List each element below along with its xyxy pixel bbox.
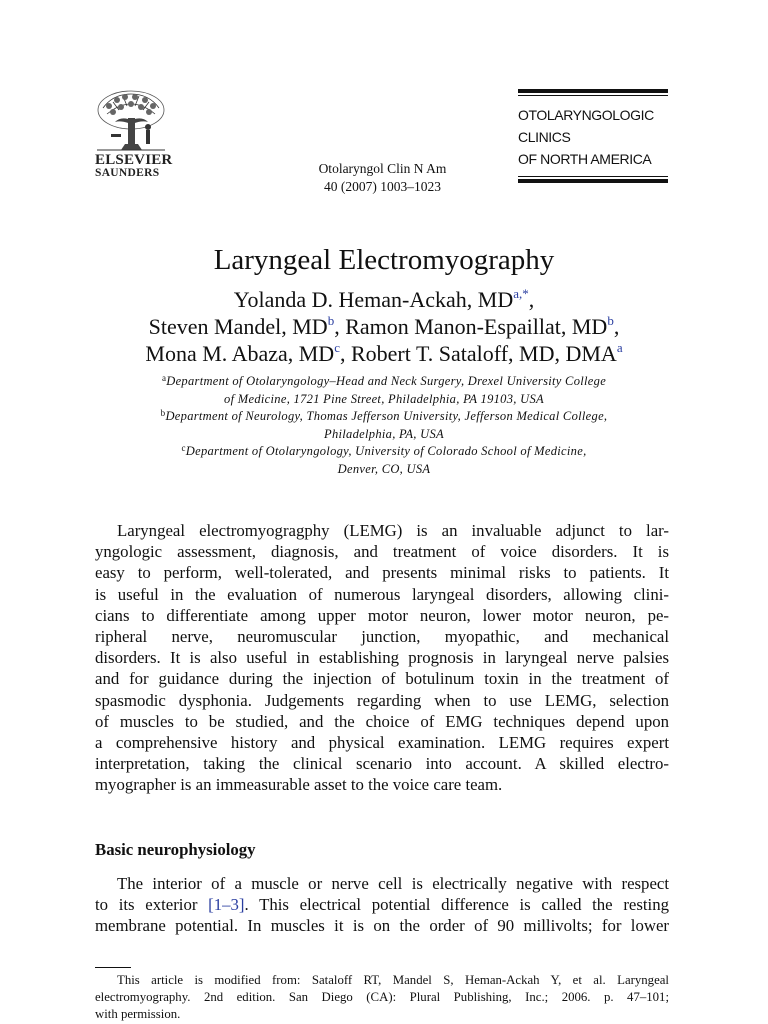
author-affiliation-mark[interactable]: b bbox=[327, 313, 335, 328]
reference-link[interactable]: [1–3] bbox=[208, 895, 245, 915]
journal-masthead bbox=[518, 89, 668, 183]
author-line: Yolanda D. Heman-Ackah, $MD^{a,*}$, bbox=[233, 286, 535, 312]
abstract-line: spasmodic dysphonia. Judgements regarding when to use LEMG, selection bbox=[95, 690, 669, 710]
journal-citation bbox=[290, 160, 475, 196]
masthead-bottom-thin-rule bbox=[518, 176, 668, 177]
abstract-line: disorders. It is also useful in establishing prognosis in laryngeal nerve palsies bbox=[95, 648, 669, 668]
section-line: The interior of a muscle or nerve cell is electrically negative with respect bbox=[117, 874, 669, 893]
author-affiliation-mark[interactable]: a bbox=[616, 340, 623, 355]
publisher-logo bbox=[95, 88, 173, 179]
affiliation-c: $^c$Department of Otolaryngology, University of Colorado School of Medicine, bbox=[181, 443, 587, 459]
elsevier-tree-icon bbox=[95, 88, 167, 152]
abstract-line: is useful in the evaluation of numerous laryngeal disorders, allowing clini- bbox=[95, 584, 669, 604]
abstract-line: ripheral nerve, neuromuscular junction, myopathic, and mechanical bbox=[95, 627, 669, 647]
author-name: Steven Mandel, MD bbox=[148, 314, 328, 339]
abstract-line: cians to differentiate among upper motor neuron, lower motor neuron, pe- bbox=[95, 605, 669, 625]
footnote-rule bbox=[95, 967, 131, 968]
author-affiliation-mark[interactable]: a,* bbox=[513, 286, 529, 301]
abstract-paragraph bbox=[95, 520, 669, 796]
author-name: Mona M. Abaza, MD bbox=[145, 341, 335, 366]
author-affiliation-mark[interactable]: b bbox=[607, 313, 614, 328]
abstract-line: myographer is an immeasurable asset to the voice care team. bbox=[95, 775, 503, 795]
affiliation-a-cont: of Medicine, 1721 Pine Street, Philadelphia, PA 19103, USA bbox=[224, 391, 544, 406]
abstract-line: yngologic assessment, diagnosis, and treatment of voice disorders. It is bbox=[95, 542, 669, 562]
abstract-line: and for guidance during the injection of botulinum toxin in the treatment of bbox=[95, 669, 669, 689]
publisher-name: ELSEVIER bbox=[95, 152, 173, 168]
abstract-line: Laryngeal electromyogragphy (LEMG) is an invaluable adjunct to lar- bbox=[117, 521, 669, 540]
author-name: Ramon Manon-Espaillat, MD bbox=[345, 314, 608, 339]
section-line: membrane potential. In muscles it is on the order of 90 millivolts; for lower bbox=[95, 916, 669, 936]
abstract-line: interpretation, taking the clinical scenario into account. A skilled electro- bbox=[95, 754, 669, 774]
section-heading: Basic neurophysiology bbox=[95, 840, 256, 859]
affiliation-list bbox=[0, 373, 768, 479]
masthead-bottom-rule bbox=[518, 179, 668, 183]
author-line: Steven Mandel, $MD^b$, Ramon Manon-Espaillat, $MD^b$, bbox=[148, 313, 620, 339]
abstract-line: a comprehensive history and physical examination. LEMG requires expert bbox=[95, 733, 669, 753]
masthead-top-thin-rule bbox=[518, 95, 668, 96]
citation-journal: Otolaryngol Clin N Am bbox=[318, 161, 447, 176]
footnote bbox=[95, 972, 669, 1023]
affiliation-a: $^a$Department of Otolaryngology–Head and Neck Surgery, Drexel University College bbox=[161, 373, 607, 388]
article-title: Laryngeal Electromyography bbox=[213, 244, 555, 276]
author-line: Mona M. Abaza, $MD^c$, Robert T. Sataloff, MD, DMA$^a$ bbox=[145, 340, 623, 366]
author-name: Yolanda D. Heman-Ackah, MD bbox=[233, 287, 514, 312]
author-name: Robert T. Sataloff, MD, DMA bbox=[350, 341, 617, 366]
author-affiliation-mark[interactable]: c bbox=[334, 340, 340, 355]
abstract-line: of muscles to be studied, and the choice of EMG techniques depend upon bbox=[95, 711, 669, 731]
citation-volume: 40 (2007) 1003–1023 bbox=[324, 179, 441, 194]
publisher-imprint: SAUNDERS bbox=[95, 167, 160, 179]
author-list bbox=[0, 286, 768, 367]
affiliation-b: $^b$Department of Neurology, Thomas Jefferson University, Jefferson Medical College, bbox=[160, 408, 608, 424]
footnote-line: with permission. bbox=[95, 1007, 181, 1021]
abstract-line: easy to perform, well-tolerated, and presents minimal risks to patients. It bbox=[95, 563, 669, 583]
section-line: to its exterior [1–3]. This electrical potential difference is called the resting bbox=[95, 895, 669, 915]
footnote-line: electromyography. 2nd edition. San Diego (CA): Plural Publishing, Inc.; 2006. p. 47–101; bbox=[95, 990, 669, 1004]
affiliation-c-cont: Denver, CO, USA bbox=[337, 461, 431, 476]
footnote-line: This article is modified from: Sataloff RT, Mandel S, Heman-Ackah Y, et al. Laryngeal bbox=[117, 973, 669, 987]
section-paragraph bbox=[95, 873, 669, 937]
affiliation-b-cont: Philadelphia, PA, USA bbox=[324, 426, 444, 441]
journal-name: OTOLARYNGOLOGIC CLINICS OF NORTH AMERICA bbox=[518, 107, 654, 167]
masthead-top-rule bbox=[518, 89, 668, 93]
